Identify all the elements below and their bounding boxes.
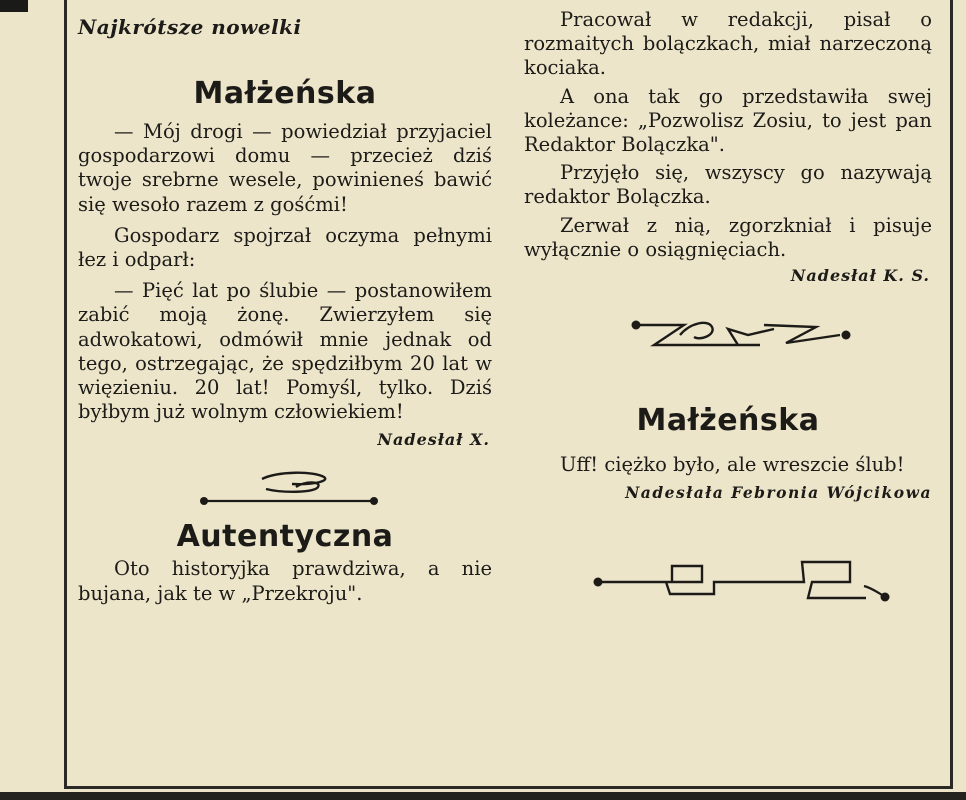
ornament-divider xyxy=(524,542,932,602)
ornament-divider xyxy=(524,305,932,371)
scan-bottom-edge xyxy=(0,792,966,800)
series-title: Najkrótsze nowelki xyxy=(78,15,302,39)
story2-paragraph: Przyjęło się, wszyscy go nazywają redaktor Bolączka. xyxy=(524,161,932,209)
story2-paragraph: Zerwał z nią, zgorzkniał i pisuje wyłącznie o osiągnięciach. xyxy=(524,213,932,261)
right-column xyxy=(524,8,932,602)
story1-paragraph: — Pięć lat po ślubie — postanowiłem zabić moją żonę. Zwierzyłem się adwokatowi, odmówił mnie jednak od tego, ostrzegając, że spędziłbym 20 lat w więzieniu. 20 lat! Pomyśl, tylko. Dziś byłbym już wolnym człowiekiem! xyxy=(78,279,492,424)
story2-paragraph: Pracował w redakcji, pisał o rozmaitych bolączkach, miał narzeczoną kociaka. xyxy=(524,8,932,80)
story1-title: Małżeńska xyxy=(193,76,377,111)
story1-signature: Nadesłał X. xyxy=(377,430,490,450)
story1-paragraph: — Mój drogi — powiedział przyjaciel gospodarzowi domu — przecież dziś twoje srebrne wesele, powinieneś bawić się wesoło razem z gośćmi! xyxy=(78,120,492,216)
story3-title: Małżeńska xyxy=(636,403,820,439)
story1-paragraph: Gospodarz spojrzał oczyma pełnymi łez i odparł: xyxy=(78,223,492,272)
left-column xyxy=(78,12,492,606)
story2-signature: Nadesłał K. S. xyxy=(790,266,930,286)
story3-signature: Nadesłała Febronia Wójcikowa xyxy=(625,483,932,503)
story2-paragraph: A ona tak go przedstawiła swej koleżance: „Pozwolisz Zosiu, to jest pan Redaktor Bolączka". xyxy=(524,84,932,157)
story2-intro: Oto historyjka prawdziwa, a nie bujana, jak te w „Przekroju". xyxy=(78,557,492,605)
story3-text: Uff! ciężko było, ale wreszcie ślub! xyxy=(560,453,905,477)
story2-title: Autentyczna xyxy=(176,519,394,555)
ornament-divider xyxy=(78,457,492,511)
scan-corner xyxy=(0,0,28,12)
